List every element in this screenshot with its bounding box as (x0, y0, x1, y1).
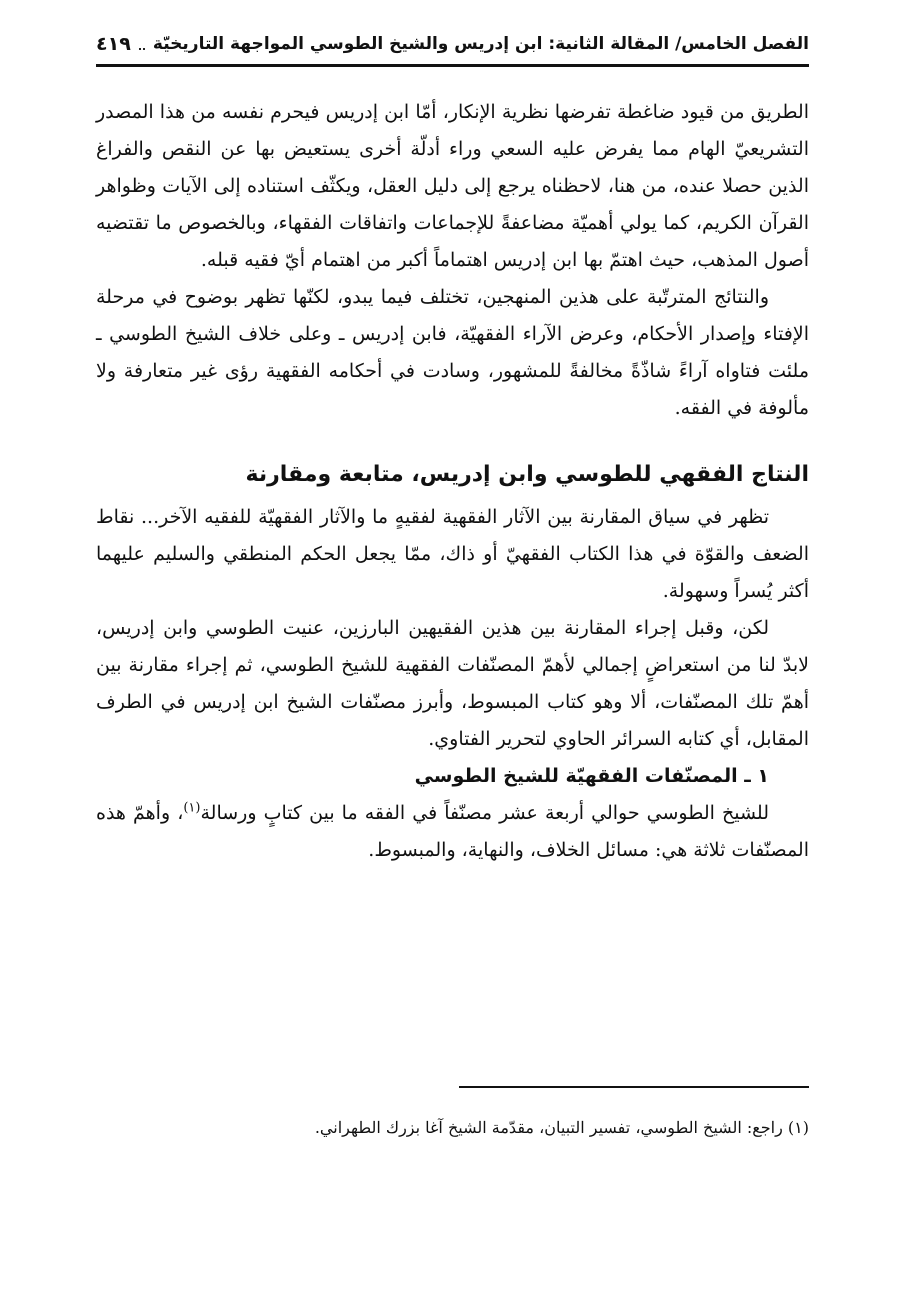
section-heading: النتاج الفقهي للطوسي وابن إدريس، متابعة ومقارنة (245, 462, 809, 487)
page-number: ٤١٩ (96, 33, 131, 55)
paragraph-1: الطريق من قيود ضاغطة تفرضها نظرية الإنكار، أمّا ابن إدريس فيحرم نفسه من هذا المصدر التشريعيّ الهام مما يفرض عليه السعي وراء أدلّة أخرى يستعيض بها عن النقص والفراغ الذين حصلا عنده، من هنا، لاحظناه يرجع إلى دليل العقل، ويكثّف استناده إلى الآيات وظواهر القرآن الكريم، كما يولي أهميّة مضاعفةً للإجماعات واتفاقات الفقهاء، وبالخصوص ما تقتضيه أصول المذهب، حيث اهتمّ بها ابن إدريس اهتماماً أكبر من اهتمام أيّ فقيه قبله. (96, 101, 809, 271)
running-header (96, 26, 809, 62)
header-rule (96, 64, 809, 67)
header-title: الفصل الخامس/ المقالة الثانية: ابن إدريس والشيخ الطوسي المواجهة التاريخيّة (152, 34, 809, 54)
footnote-rule (459, 1086, 809, 1088)
sub-heading: ١ ـ المصنّفات الفقهيّة للشيخ الطوسي (414, 765, 769, 787)
paragraph-4: لكن، وقبل إجراء المقارنة بين هذين الفقيهين البارزين، عنيت الطوسي وابن إدريس، لابدّ لنا من استعراضٍ إجمالي لأهمّ المصنّفات الفقهية للشيخ الطوسي، ثم إجراء مقارنة بين أهمّ تلك المصنّفات، ألا وهو كتاب المبسوط، وأبرز مصنّفات الشيخ ابن إدريس في الطرف المقابل، أي كتابه السرائر الحاوي لتحرير الفتاوي. (96, 617, 809, 750)
footnote-marker[interactable]: (١) (183, 800, 201, 816)
paragraph-5-text-a: للشيخ الطوسي حوالي أربعة عشر مصنّفاً في الفقه ما بين كتابٍ ورسالة (200, 802, 769, 824)
paragraph-3: تظهر في سياق المقارنة بين الآثار الفقهية لفقيهٍ ما والآثار الفقهيّة للفقيه الآخر... نقاط الضعف والقوّة في هذا الكتاب الفقهيّ أو ذاك، ممّا يجعل الحكم المنطقي والسليم عليهما أكثر يُسراً وسهولة. (96, 506, 809, 602)
header-dot-leader (139, 38, 145, 50)
footnote: (١) راجع: الشيخ الطوسي، تفسير التبيان، مقدّمة الشيخ آغا بزرك الطهراني. (314, 1118, 809, 1137)
paragraph-2: والنتائج المترتّبة على هذين المنهجين، تختلف فيما يبدو، لكنّها تظهر بوضوح في مرحلة الإفتاء وإصدار الأحكام، وعرض الآراء الفقهيّة، فابن إدريس ـ وعلى خلاف الشيخ الطوسي ـ ملئت فتاواه آراءً شاذّةً مخالفةً للمشهور، وسادت في أحكامه الفقهية رؤى غير متعارفة ولا مألوفة في الفقه. (96, 286, 809, 419)
paragraph-5 (96, 795, 809, 869)
paragraph-5-text-b: ، وأهمّ هذه المصنّفات ثلاثة هي: مسائل الخلاف، والنهاية، والمبسوط. (96, 802, 809, 861)
main-text (96, 94, 809, 869)
